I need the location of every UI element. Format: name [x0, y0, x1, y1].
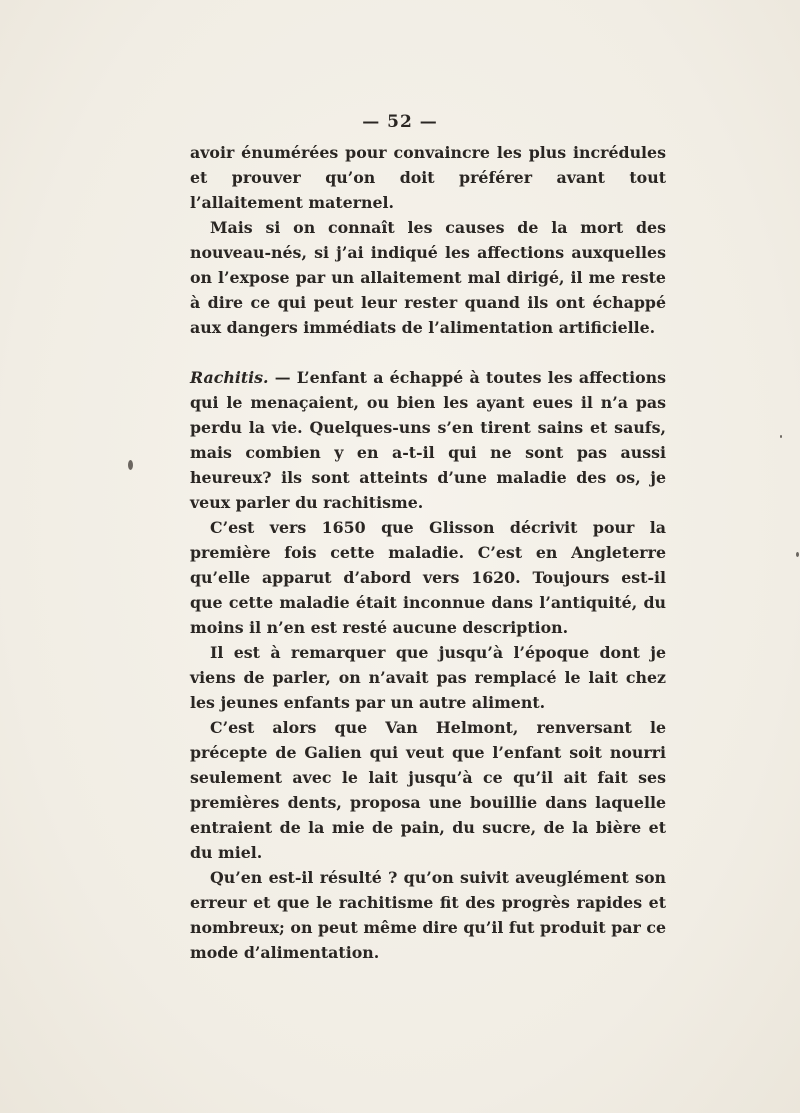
- paragraph-1: avoir énumérées pour convaincre les plus incrédules et prouver qu’on doit préférer avant tout l’allaitement maternel.: [190, 143, 666, 212]
- scan-speck: [128, 460, 133, 470]
- scan-speck: [796, 552, 799, 557]
- scan-speck: [780, 435, 782, 438]
- paragraph-3: [190, 365, 666, 515]
- section-heading-rachitis: Rachitis.: [190, 368, 269, 387]
- paragraph-6: C’est alors que Van Helmont, renversant le précepte de Galien qui veut que l’enfant soit nourri seulement avec le lait jusqu’à ce qu’il ait fait ses premières dents, proposa une bouillie dans laquelle entraient de la mie de pain, du sucre, de la bière et du miel.: [190, 718, 666, 862]
- paragraph-7: Qu’en est-il résulté ? qu’on suivit aveuglément son erreur et que le rachitisme fit des progrès rapides et nombreux; on peut même dire qu’il fut produit par ce mode d’alimentation.: [190, 868, 666, 962]
- paragraph-4: C’est vers 1650 que Glisson décrivit pour la première fois cette maladie. C’est en Angleterre qu’elle apparut d’abord vers 1620. Toujours est-il que cette maladie était inconnue dans l’antiquité, du moins il n’en est resté aucune description.: [190, 518, 666, 637]
- paragraph-2: Mais si on connaît les causes de la mort des nouveau-nés, si j’ai indiqué les affections auxquelles on l’expose par un allaitement mal dirigé, il me reste à dire ce qui peut leur rester quand ils ont échappé aux dangers immédiats de l’alimentation artificielle.: [190, 218, 666, 337]
- paragraph-3-text: — L’enfant a échappé à toutes les affections qui le menaçaient, ou bien les ayant eues il n’a pas perdu la vie. Quelques-uns s’en tirent sains et saufs, mais combien y en a-t-il qui ne sont pas aussi heureux? ils sont atteints d’une maladie des os, je veux parler du rachitisme.: [190, 368, 666, 512]
- page-number: — 52 —: [362, 112, 438, 132]
- body-text: [190, 140, 666, 965]
- paragraph-5: Il est à remarquer que jusqu’à l’époque dont je viens de parler, on n’avait pas remplacé le lait chez les jeunes enfants par un autre aliment.: [190, 643, 666, 712]
